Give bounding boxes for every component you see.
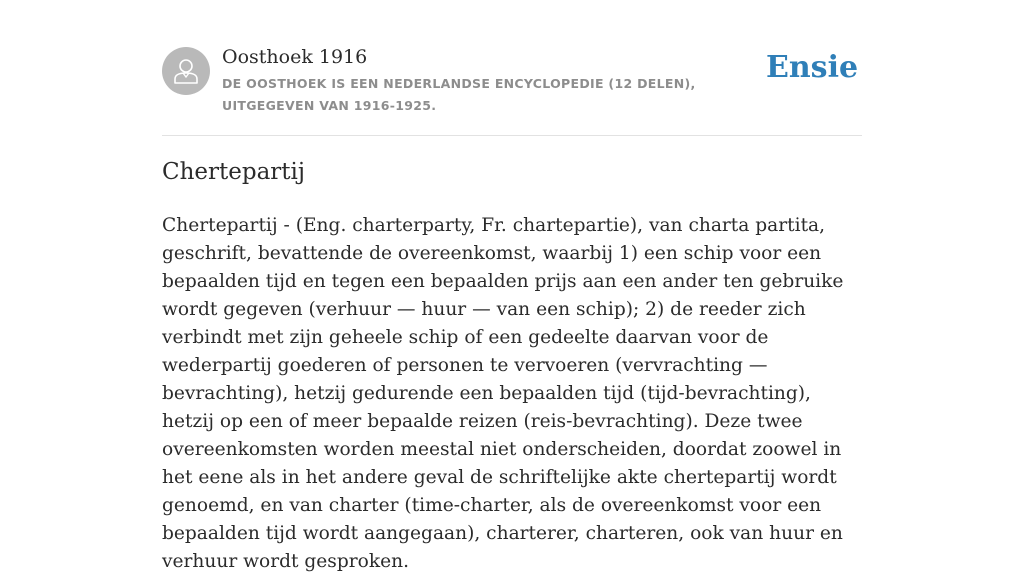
entry-title: Chertepartij xyxy=(162,159,306,185)
ensie-logo[interactable]: Ensie xyxy=(766,50,859,85)
entry-body: Chertepartij - (Eng. charterparty, Fr. chartepartie), van charta partita, geschrift, bevattende de overeenkomst, waarbij 1) een schip voor een bepaalden tijd en tegen een bepaalden prijs aan een ander ten gebruike wordt gegeven (verhuur — huur — van een schip); 2) de reeder zich verbindt met zijn geheele schip of een gedeelte daarvan voor de wederpartij goederen of personen te vervoeren (vervrachting — bevrachting), hetzij gedurende een bepaalden tijd (tijd-bevrachting), hetzij op een of meer bepaalde reizen (reis-bevrachting). Deze twee overeenkomsten worden meestal niet onderscheiden, doordat zoowel in het eene als in het andere geval de schriftelijke akte chertepartij wordt genoemd, en van charter (time-charter, als de overeenkomst voor een bepaalden tijd wordt aangegaan), charterer, charteren, ook van huur en verhuur wordt gesproken. xyxy=(162,215,844,572)
source-header xyxy=(162,44,862,136)
avatar xyxy=(162,47,210,95)
user-icon xyxy=(171,56,201,86)
header-divider xyxy=(162,135,862,136)
source-name[interactable]: Oosthoek 1916 xyxy=(222,46,368,68)
source-description: DE OOSTHOEK IS EEN NEDERLANDSE ENCYCLOPEDIE (12 DELEN), UITGEGEVEN VAN 1916-1925. xyxy=(222,76,696,113)
